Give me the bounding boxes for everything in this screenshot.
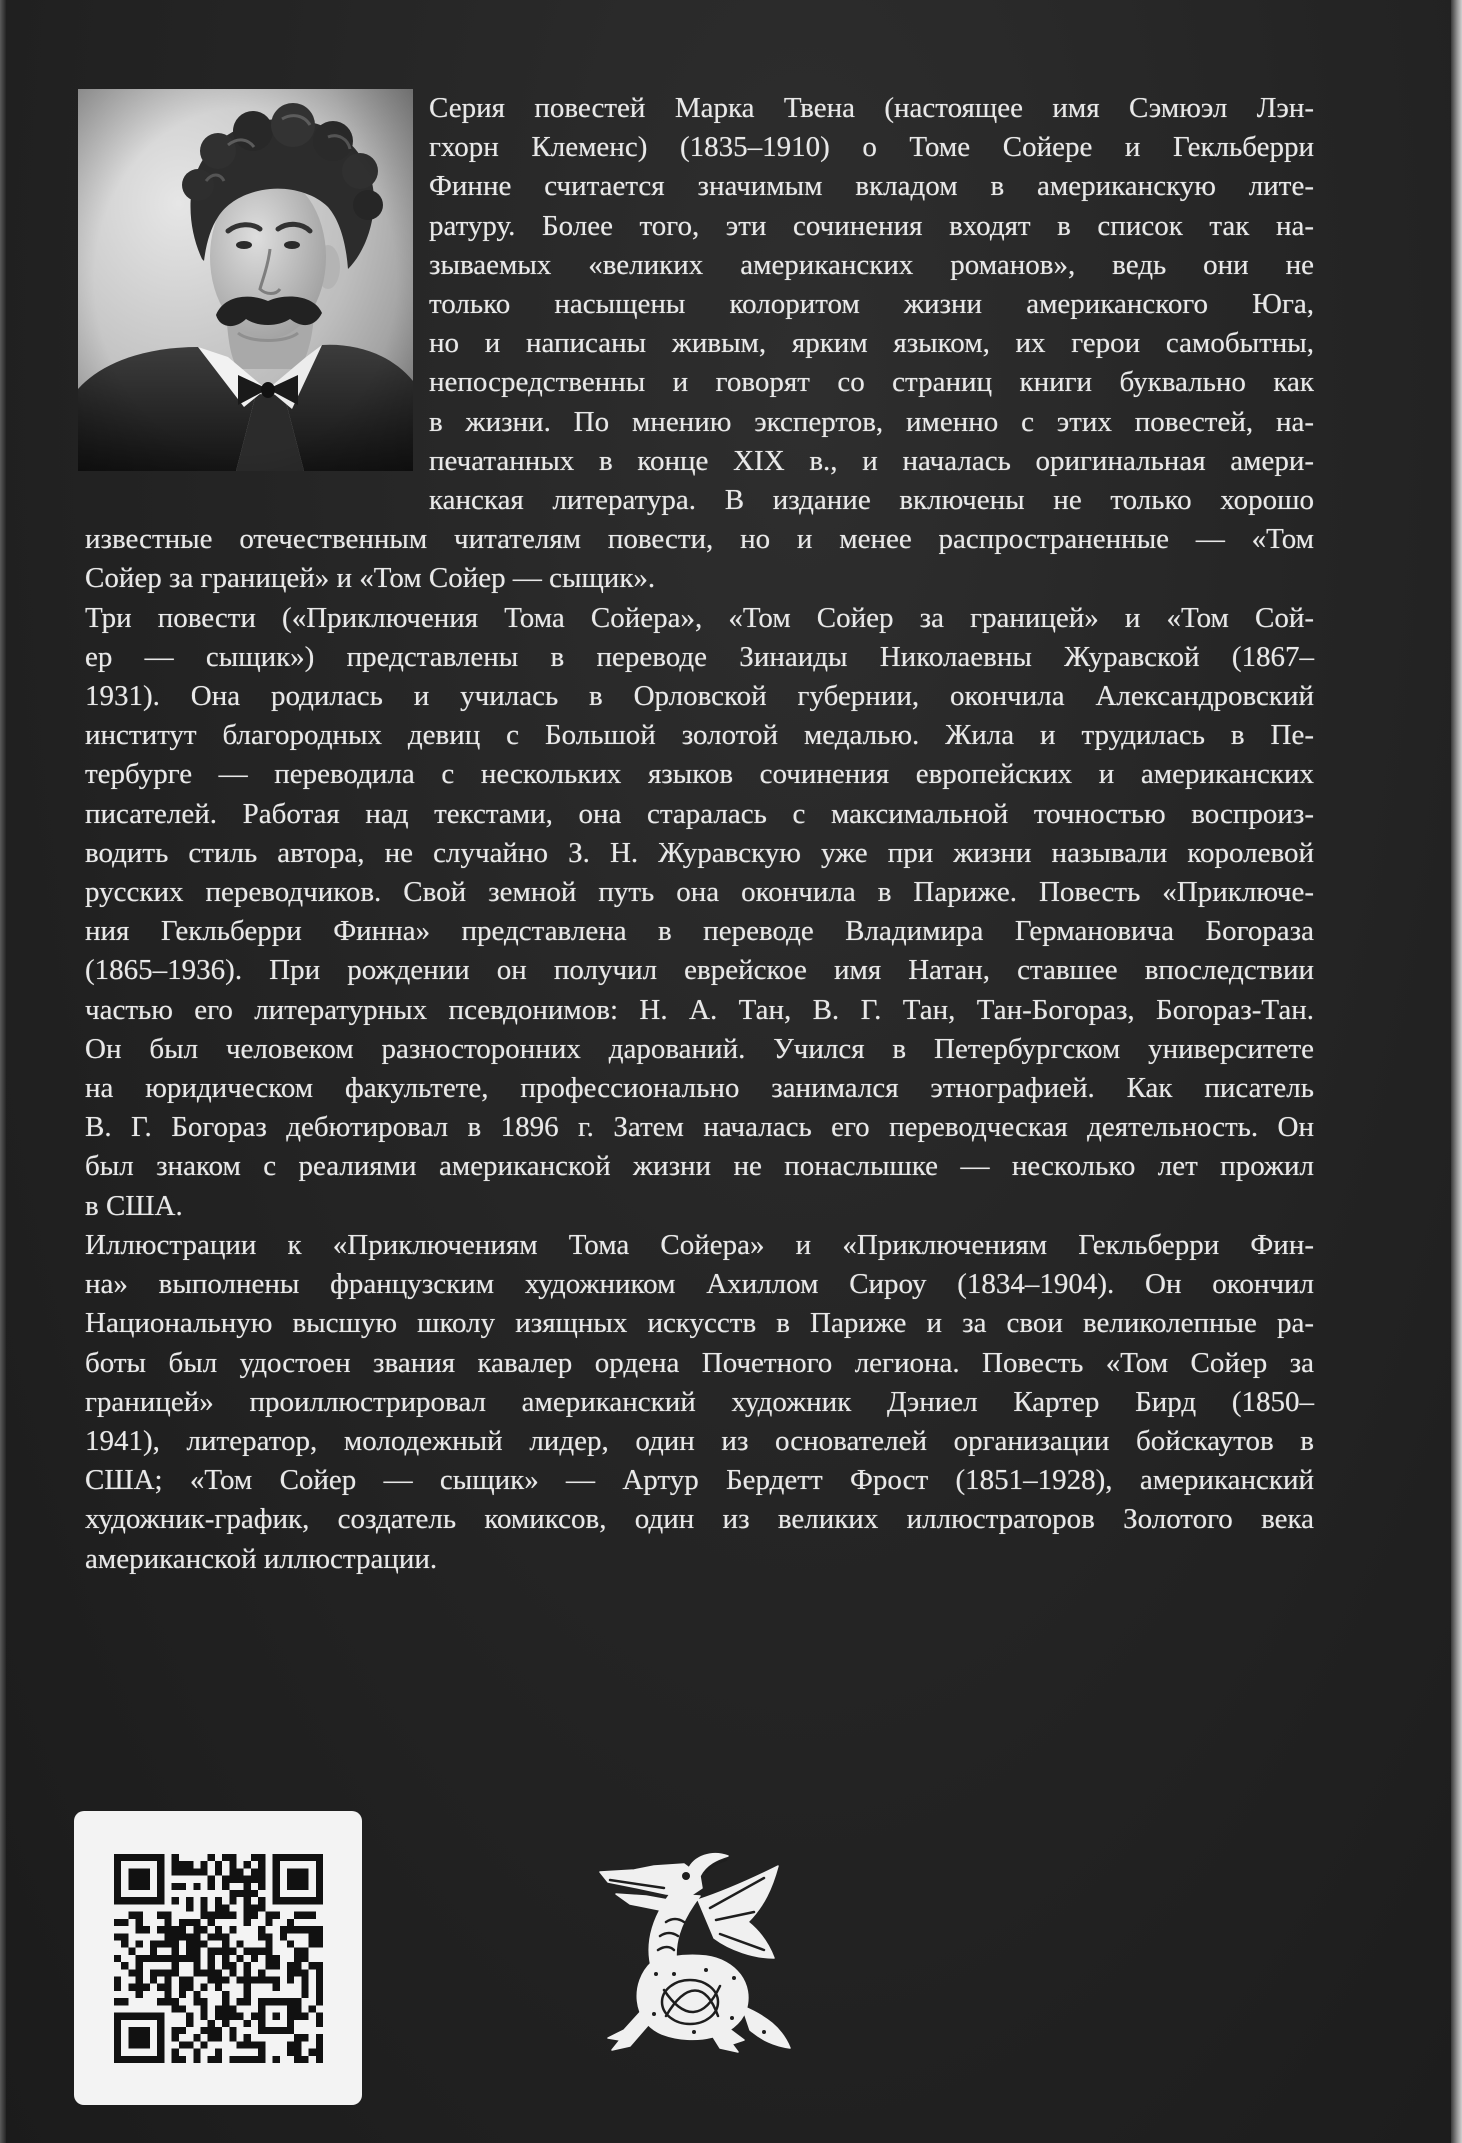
text-line: (1865–1936). При рождении он получил еврейское имя Натан, ставшее впоследствии bbox=[85, 954, 1314, 987]
text-line: Национальную высшую школу изящных искусств в Париже и за свои великолепные ра- bbox=[85, 1307, 1314, 1340]
text-line: был знаком с реалиями американской жизни не понаслышке — несколько лет прожил bbox=[85, 1150, 1314, 1183]
text-line: писателей. Работая над текстами, она старалась с максимальной точностью воспроиз- bbox=[85, 797, 1314, 830]
text-line: гхорн Клеменс) (1835–1910) о Томе Сойере и Гекльберри bbox=[429, 131, 1314, 164]
text-line: канская литература. В издание включены не только хорошо bbox=[429, 484, 1314, 517]
text-line: боты был удостоен звания кавалер ордена Почетного легиона. Повесть «Том Сойер за bbox=[85, 1346, 1314, 1379]
text-line: 1941), литератор, молодежный лидер, один из основателей организации бойскаутов в bbox=[85, 1424, 1314, 1457]
text-line: 1931). Она родилась и училась в Орловской губернии, окончила Александровский bbox=[85, 680, 1314, 713]
text-line: водить стиль автора, не случайно З. Н. Журавскую уже при жизни называли королевой bbox=[85, 836, 1314, 869]
publisher-dragon-logo bbox=[594, 1850, 794, 2055]
text-line: на» выполнены французским художником Ахиллом Сироу (1834–1904). Он окончил bbox=[85, 1268, 1314, 1301]
text-line: Иллюстрации к «Приключениям Тома Сойера» и «Приключениям Гекльберри Фин- bbox=[85, 1228, 1314, 1261]
text-line: институт благородных девиц с Большой золотой медалью. Жила и трудилась в Пе- bbox=[85, 719, 1314, 752]
qr-code bbox=[74, 1811, 362, 2105]
text-line: границей» проиллюстрировал американский художник Дэниел Картер Бирд (1850– bbox=[85, 1385, 1314, 1418]
text-line: но и написаны живым, ярким языком, их герои самобытны, bbox=[429, 327, 1314, 360]
text-line: печатанных в конце XIX в., и началась оригинальная амери- bbox=[429, 444, 1314, 477]
qr-code-pattern bbox=[114, 1854, 323, 2063]
text-line: в жизни. По мнению экспертов, именно с этих повестей, на- bbox=[429, 405, 1314, 438]
text-line: Сойер за границей» и «Том Сойер — сыщик». bbox=[85, 562, 656, 595]
paragraph-illustrators bbox=[85, 1226, 1314, 1579]
text-line: Финне считается значимым вкладом в американскую лите- bbox=[429, 170, 1314, 203]
annotation-text bbox=[85, 89, 1314, 1579]
text-line: художник-график, создатель комиксов, один из великих иллюстраторов Золотого века bbox=[85, 1503, 1314, 1536]
text-line: США; «Том Сойер — сыщик» — Артур Бердетт Фрост (1851–1928), американский bbox=[85, 1464, 1314, 1497]
text-line: известные отечественным читателям повести, но и менее распространенные — «Том bbox=[85, 523, 1314, 556]
text-line: тербурге — переводила с нескольких языков сочинения европейских и американских bbox=[85, 758, 1314, 791]
text-line: русских переводчиков. Свой земной путь она окончила в Париже. Повесть «Приключе- bbox=[85, 876, 1314, 909]
text-line: ер — сыщик») представлены в переводе Зинаиды Николаевны Журавской (1867– bbox=[85, 640, 1314, 673]
text-line: Серия повестей Марка Твена (настоящее имя Сэмюэл Лэн- bbox=[429, 92, 1314, 124]
text-line: зываемых «великих американских романов», ведь они не bbox=[429, 248, 1314, 281]
dragon-icon bbox=[594, 1850, 794, 2055]
text-line: только насыщены колоритом жизни американского Юга, bbox=[429, 288, 1314, 321]
paragraph-translators bbox=[85, 599, 1314, 1226]
text-line: ратуру. Более того, эти сочинения входят в список так на- bbox=[429, 209, 1314, 242]
cover-right-edge bbox=[1451, 0, 1462, 2143]
text-line: частью его литературных псевдонимов: Н. А. Тан, В. Г. Тан, Тан-Богораз, Богораз-Тан. bbox=[85, 993, 1314, 1026]
text-line: Три повести («Приключения Тома Сойера», «Том Сойер за границей» и «Том Сой- bbox=[85, 601, 1314, 634]
text-line: ния Гекльберри Финна» представлена в переводе Владимира Германовича Богораза bbox=[85, 915, 1314, 948]
text-line: американской иллюстрации. bbox=[85, 1542, 438, 1575]
text-line: Он был человеком разносторонних дарований. Учился в Петербургском университете bbox=[85, 1032, 1314, 1065]
text-line: В. Г. Богораз дебютировал в 1896 г. Затем началась его переводческая деятельность. Он bbox=[85, 1111, 1314, 1144]
text-line: в США. bbox=[85, 1189, 183, 1222]
cover-left-edge bbox=[0, 0, 6, 2143]
text-line: на юридическом факультете, профессионально занимался этнографией. Как писатель bbox=[85, 1072, 1314, 1105]
paragraph-series-about bbox=[85, 89, 1314, 599]
text-line: непосредственны и говорят со страниц книги буквально как bbox=[429, 366, 1314, 399]
